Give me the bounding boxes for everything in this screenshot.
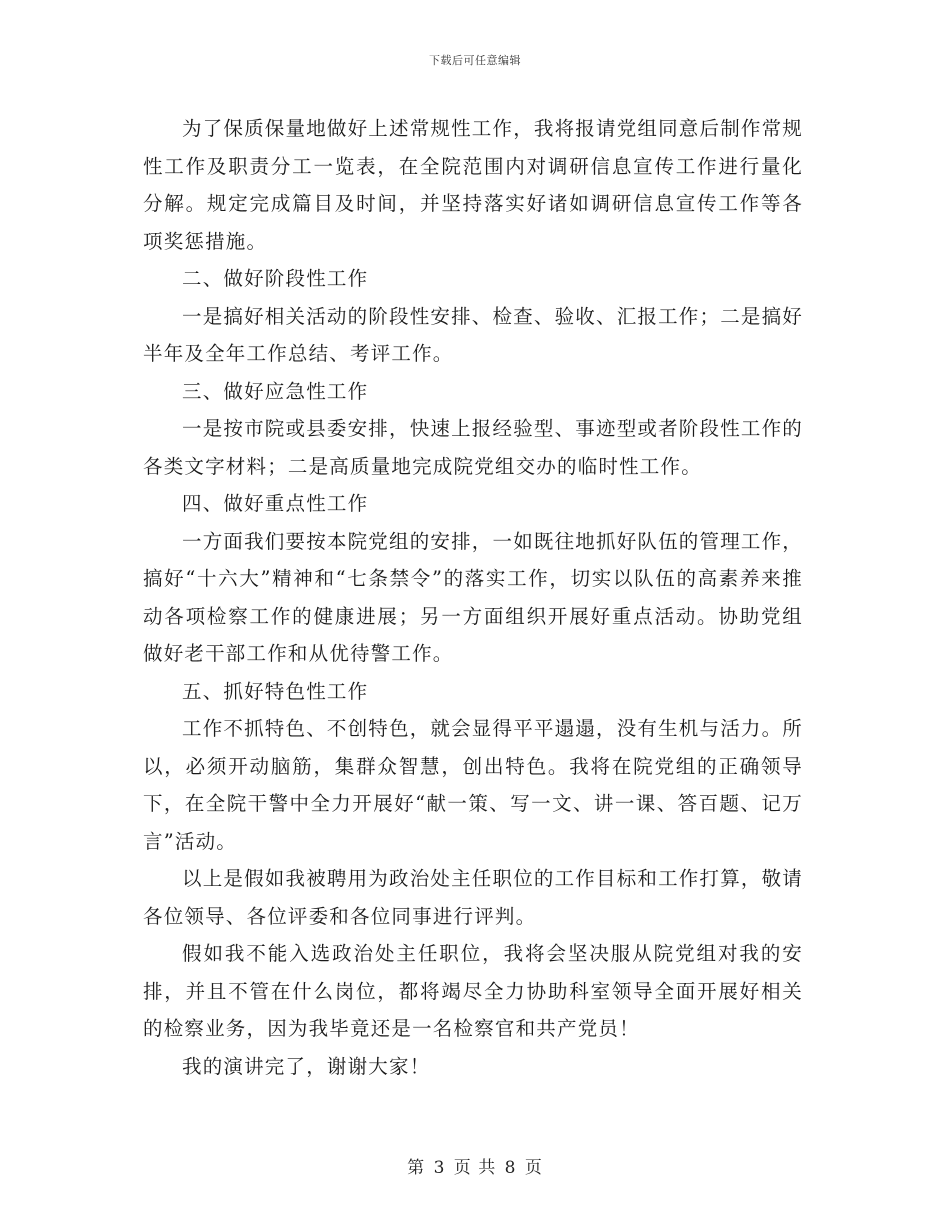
page-header: 下载后可任意编辑 xyxy=(429,54,521,67)
section-heading: 四、做好重点性工作 xyxy=(182,492,369,515)
paragraph: 为了保质保量地做好上述常规性工作，我将报请党组同意后制作常规性工作及职责分工一览表，在全院范围内对调研信息宣传工作进行量化分解。规定完成篇目及时间，并坚持落实好诸如调研信息宣传工作等各项奖惩措施。 xyxy=(143,117,804,253)
section-heading: 五、抓好特色性工作 xyxy=(182,679,369,703)
closing-paragraph: 我的演讲完了，谢谢大家！ xyxy=(182,1054,431,1078)
footer-suffix: 页 xyxy=(524,1158,543,1178)
section-heading: 二、做好阶段性工作 xyxy=(182,267,369,290)
current-page-number: 3 xyxy=(433,1158,446,1178)
footer-prefix: 第 xyxy=(407,1158,426,1178)
section-heading: 三、做好应急性工作 xyxy=(182,379,369,403)
footer-middle: 页 共 xyxy=(453,1158,497,1178)
paragraph: 以上是假如我被聘用为政治处主任职位的工作目标和工作打算，敬请各位领导、各位评委和各位同事进行评判。 xyxy=(143,867,804,928)
paragraph: 一是搞好相关活动的阶段性安排、检查、验收、汇报工作；二是搞好半年及全年工作总结、考评工作。 xyxy=(143,304,804,365)
page-footer xyxy=(0,1153,950,1178)
total-page-count: 8 xyxy=(504,1158,517,1178)
document-body xyxy=(143,110,803,1085)
paragraph: 工作不抓特色、不创特色，就会显得平平遢遢，没有生机与活力。所以，必须开动脑筋，集群众智慧，创出特色。我将在院党组的正确领导下，在全院干警中全力开展好“献一策、写一文、讲一课、答百题、记万言”活动。 xyxy=(143,717,804,853)
paragraph: 一是按市院或县委安排，快速上报经验型、事迹型或者阶段性工作的各类文字材料；二是高质量地完成院党组交办的临时性工作。 xyxy=(143,417,804,478)
paragraph: 一方面我们要按本院党组的安排，一如既往地抓好队伍的管理工作，搞好“十六大”精神和“七条禁令”的落实工作，切实以队伍的高素养来推动各项检察工作的健康进展；另一方面组织开展好重点活动。协助党组做好老干部工作和从优待警工作。 xyxy=(143,529,804,665)
paragraph: 假如我不能入选政治处主任职位，我将会坚决服从院党组对我的安排，并且不管在什么岗位，都将竭尽全力协助科室领导全面开展好相关的检察业务，因为我毕竟还是一名检察官和共产党员！ xyxy=(143,942,803,1040)
